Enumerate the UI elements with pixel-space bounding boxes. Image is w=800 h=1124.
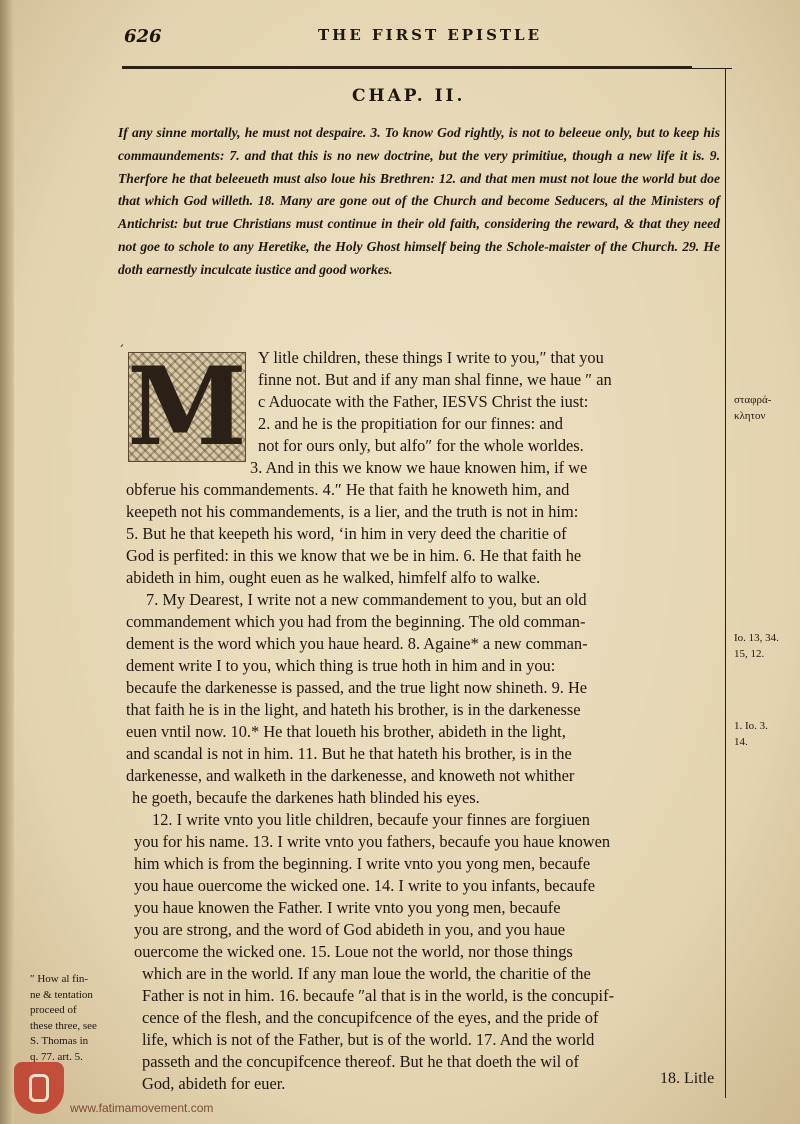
body-line: God is perfited: in this we know that we be in him. 6. He that faith he [126,546,582,565]
body-line: 5. But he that keepeth his word, ʻin him in very deed the charitie of [126,524,567,543]
body-line: that faith he is in the light, and hateth his brother, is in the darkenesse [126,700,581,719]
chapter-summary: If any sinne mortally, he must not despaire. 3. To know God rightly, is not to beleeue only, but to keep his commaundements: 7. and that this is no new doctrine, but the very primitiue, though a new life it is. 9. Therfore he that beleeueth must also loue his Brethren: 12. and that men must not loue the world but doe that which God willeth. 18. Many are gone out of the Church and become Seducers, al the Ministers of Antichrist: but true Christians must continue in their old faith, considering the reward, & that they need not goe to schole to any Heretike, the Holy Ghost himself being the Schole-maister of the Church. 29. He doth earnestly inculcate iustice and good workes. [118,125,720,277]
body-line: 3. And in this we know we haue knowen him, if we [250,458,588,477]
body-line: commandement which you had from the beginning. The old comman- [126,612,586,631]
body-line: 7. My Dearest, I write not a new commandement to you, but an old [146,590,587,609]
body-line: ouercome the wicked one. 15. Loue not the world, nor those things [134,942,573,961]
body-line: passeth and the concupifcence thereof. But he that doeth the wil of [142,1052,579,1071]
margin-note-cross-ref: 1. Io. 3. 14. [734,720,768,748]
body-line: not for ours only, but alfo″ for the whole worldes. [258,436,584,455]
header-rule-right [692,68,732,69]
body-line: you haue ouercome the wicked one. 14. I write to you infants, becaufe [134,876,596,895]
margin-note-cross-ref: Io. 13, 34. 15, 12. [734,632,779,660]
watermark: www.fatimamovement.com [70,1101,214,1115]
open-mark: ´ [118,344,125,359]
initial-letter: M [127,344,247,470]
body-line: life, which is not of the Father, but is of the world. 17. And the world [142,1030,595,1049]
body-line: him which is from the beginning. I write vnto you yong men, becaufe [134,854,591,873]
fatima-logo [14,1062,64,1114]
body-line: darkenesse, and walketh in the darkenesse, and knoweth not whither [126,766,575,785]
body-line: cence of the flesh, and the concupifcence of the eyes, and the pride of [142,1008,599,1027]
body-line: and scandal is not in him. 11. But he that hateth his brother, is in the [126,744,572,763]
body-line: you are strong, and the word of God abideth in you, and you haue [134,920,566,939]
page-edge [0,0,14,1124]
body-line: dement is the word which you haue heard. 8. Againe* a new comman- [126,634,588,653]
body-line: 12. I write vnto you litle children, becaufe your finnes are forgiuen [152,810,591,829]
margin-note-left: ″ How al fin- ne & tentation proceed of these three, see S. Thomas in q. 77. art. 5. [30,973,97,1063]
body-line: obferue his commandements. 4.″ He that faith he knoweth him, and [126,480,570,499]
body-line: euen vntil now. 10.* He that loueth his brother, abideth in the light, [126,722,566,741]
body-line: dement write I to you, which thing is true hoth in him and in you: [126,656,556,675]
body-line: God, abideth for euer. [142,1074,286,1093]
body-line: Y litle children, these things I write to you,″ that you [258,348,604,367]
decorated-initial [127,344,247,470]
body-line: 2. and he is the propitiation for our finnes: and [258,414,563,433]
margin-rule [725,68,726,1098]
header-rule [122,66,692,69]
body-line: which are in the world. If any man loue the world, the charitie of the [142,964,591,983]
body-line: you haue knowen the Father. I write vnto you yong men, becaufe [134,898,561,917]
body-line: he goeth, becaufe the darkenes hath blinded his eyes. [132,788,480,807]
body-line: c Aduocate with the Father, IESVS Christ the iust: [258,392,589,411]
page-number: 626 [124,26,162,47]
body-line: becaufe the darkenesse is passed, and the true light now shineth. 9. He [126,678,588,697]
margin-note-greek: σταφρά- κλητον [734,394,772,422]
body-line: you for his name. 13. I write vnto you fathers, becaufe you haue knowen [134,832,611,851]
body-line: finne not. But and if any man shal finne, we haue ″ an [258,370,612,389]
catchword: 18. Litle [660,1070,715,1087]
body-line: keepeth not his commandements, is a lier, and the truth is not in him: [126,502,579,521]
running-title: THE FIRST EPISTLE [318,26,543,44]
body-line: Father is not in him. 16. becaufe ″al that is in the world, is the concupif- [142,986,615,1005]
body-line: abideth in him, ought euen as he walked, himfelf alfo to walke. [126,568,541,587]
chapter-heading: CHAP. II. [352,86,466,106]
